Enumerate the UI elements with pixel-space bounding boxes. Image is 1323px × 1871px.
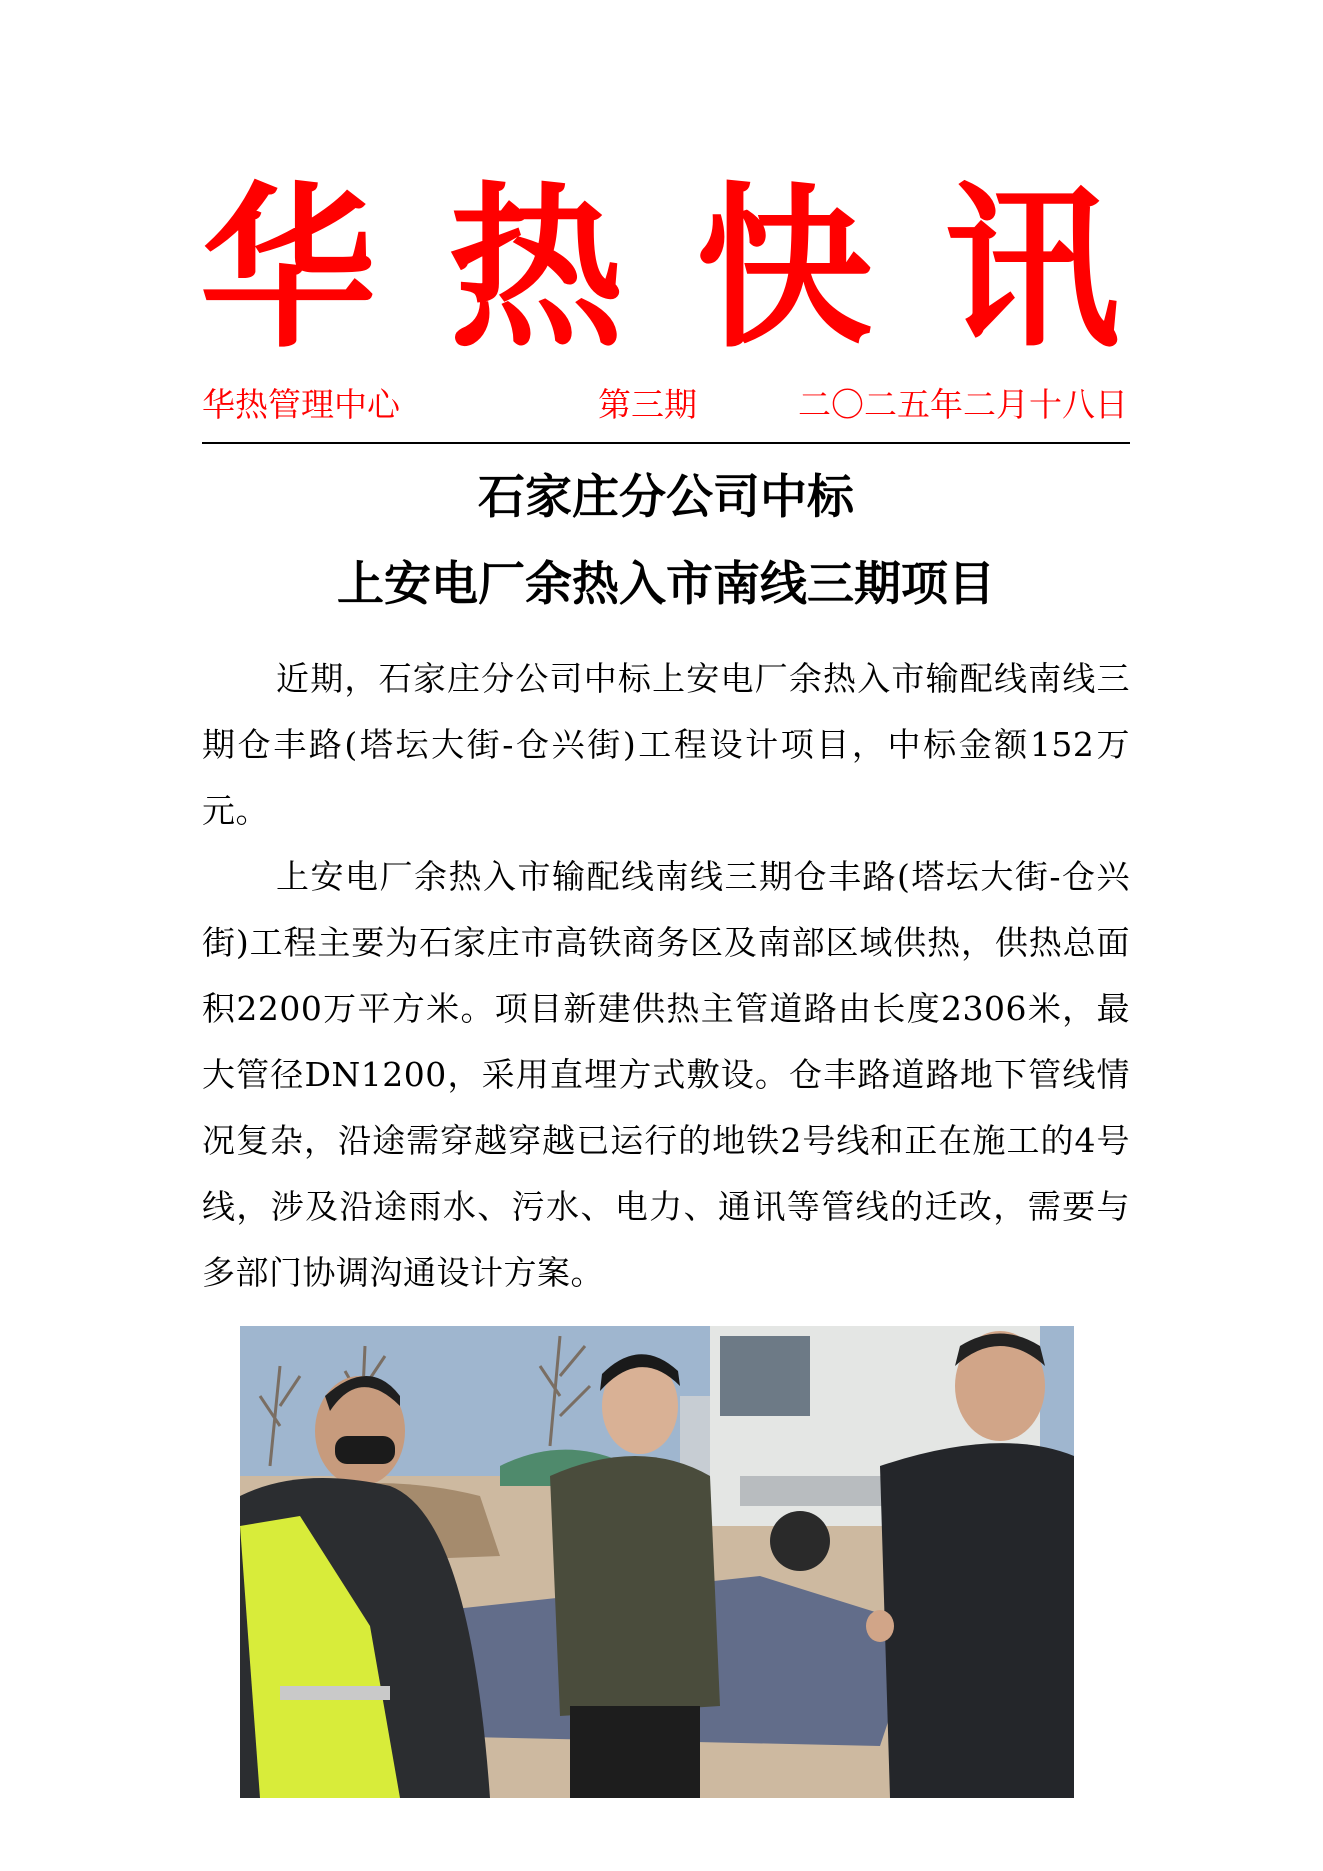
article-paragraph-1: 近期，石家庄分公司中标上安电厂余热入市输配线南线三期仓丰路(塔坛大街-仓兴街)工程设计项目，中标金额152万元。 <box>202 659 1130 830</box>
masthead-char-2: 热 <box>447 167 624 372</box>
photo-truck-window <box>720 1336 810 1416</box>
article-paragraph-2: 上安电厂余热入市输配线南线三期仓丰路(塔坛大街-仓兴街)工程主要为石家庄市高铁商务区及南部区域供热，供热总面积2200万平方米。项目新建供热主管道路由长度2306米，最大管径DN1200，采用直埋方式敷设。仓丰路道路地下管线情况复杂，沿途需穿越穿越已运行的地铁2号线和正在施工的4号线，涉及沿途雨水、污水、电力、通讯等管线的迁改，需要与多部门协调沟通设计方案。 <box>202 857 1130 1292</box>
article-title-line-2: 上安电厂余热入市南线三期项目 <box>337 557 995 612</box>
issuing-org: 华热管理中心 <box>202 385 400 424</box>
issue-number: 第三期 <box>598 385 697 424</box>
masthead-char-4: 讯 <box>943 167 1120 372</box>
masthead <box>200 167 1120 372</box>
issue-date: 二〇二五年二月十八日 <box>798 385 1128 424</box>
article-body <box>202 646 1130 1306</box>
site-visit-photo <box>240 1326 1074 1798</box>
header-divider <box>202 442 1130 444</box>
article-title-line-1: 石家庄分公司中标 <box>478 470 854 525</box>
site-visit-photo-illustration <box>240 1326 1074 1798</box>
masthead-char-1: 华 <box>200 167 377 372</box>
issue-meta-row <box>202 382 1128 428</box>
photo-truck-wheel <box>770 1511 830 1571</box>
masthead-char-3: 快 <box>695 167 872 372</box>
